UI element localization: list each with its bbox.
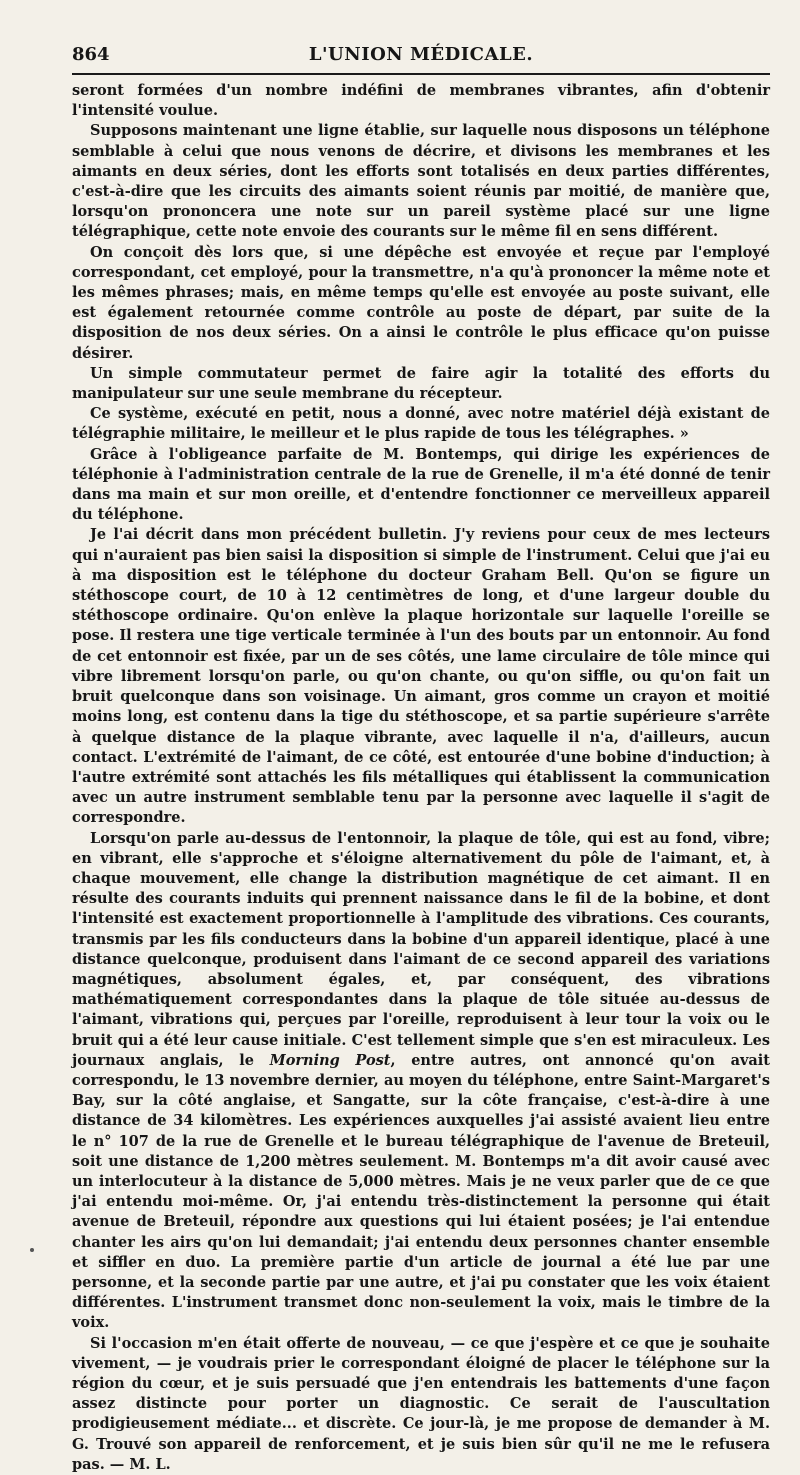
paragraph-3: On conçoit dès lors que, si une dépêche est envoyée et reçue par l'employé correspondant, cet employé, pour la transmettre, n'a qu'à prononcer la même note et les mêmes phrases; mais, en même temps qu'elle est envoyée au poste suivant, elle est également retournée comme contrôle au poste de départ, par suite de la disposition de nos deux séries. On a ainsi le contrôle le plus efficace qu'on puisse désirer. <box>72 243 770 362</box>
paragraph-8 <box>72 829 770 1334</box>
newspaper-title: Morning Post <box>269 1051 391 1069</box>
paragraph-4: Un simple commutateur permet de faire agir la totalité des efforts du manipulateur sur une seule membrane du récepteur. <box>72 364 770 403</box>
page-number: 864 <box>72 44 110 65</box>
ink-speck <box>30 1248 34 1252</box>
paragraph-6: Grâce à l'obligeance parfaite de M. Bontemps, qui dirige les expériences de téléphonie à l'administration centrale de la rue de Grenelle, il m'a été donné de tenir dans ma main et sur mon oreille, et d'entendre fonctionner ce merveilleux appareil du téléphone. <box>72 445 770 524</box>
paragraph-8-part-1: Lorsqu'on parle au-dessus de l'entonnoir, la plaque de tôle, qui est au fond, vibre; en vibrant, elle s'approche et s'éloigne alternativement du pôle de l'aimant, et, à chaque mouvement, elle change la distribution magnétique de cet aimant. Il en résulte des courants induits qui prennent naissance dans le fil de la bobine, et dont l'intensité est exactement proportionnelle à l'amplitude des vibrations. Ces courants, transmis par les fils conducteurs dans la bobine d'un appareil identique, placé à une distance quelconque, produisent dans l'aimant de ce second appareil des variations magnétiques, absolument égales, et, par conséquent, des vibrations mathématiquement correspondantes dans la plaque de tôle située au-dessus de l'aimant, vibrations qui, perçues par l'oreille, reproduisent à leur tour la voix ou le bruit qui a été leur cause initiale. C'est tellement simple que s'en est miraculeux. Les journaux anglais, le <box>72 829 770 1069</box>
paragraph-1: seront formées d'un nombre indéfini de membranes vibrantes, afin d'obtenir l'intensité voulue. <box>72 82 770 120</box>
running-title: L'UNION MÉDICALE. <box>308 44 534 65</box>
paragraph-2: Supposons maintenant une ligne établie, sur laquelle nous disposons un téléphone semblable à celui que nous venons de décrire, et divisons les membranes et les aimants en deux séries, dont les efforts sont totalisés en deux parties différentes, c'est-à-dire que les circuits des aimants soient réunis par moitié, de manière que, lorsqu'on prononcera une note sur un pareil système placé sur une ligne télégraphique, cette note envoie des courants sur le même fil en sens différent. <box>72 122 770 241</box>
page-header <box>72 44 770 75</box>
paragraph-7: Je l'ai décrit dans mon précédent bulletin. J'y reviens pour ceux de mes lecteurs qui n'auraient pas bien saisi la disposition si simple de l'instrument. Celui que j'ai eu à ma disposition est le téléphone du docteur Graham Bell. Qu'on se figure un stéthoscope court, de 10 à 12 centimètres de long, et d'une largeur double du stéthoscope ordinaire. Qu'on enlève la plaque horizontale sur laquelle l'oreille se pose. Il restera une tige verticale terminée à l'un des bouts par un entonnoir. Au fond de cet entonnoir est fixée, par un de ses côtés, une lame circulaire de tôle mince qui vibre librement lorsqu'on parle, ou qu'on chante, ou qu'on siffle, ou qu'on fait un bruit quelconque dans son voisinage. Un aimant, gros comme un crayon et moitié moins long, est contenu dans la tige du stéthoscope, et sa partie supérieure s'arrête à quelque distance de la plaque vibrante, avec laquelle il n'a, d'ailleurs, aucun contact. L'extrémité de l'aimant, de ce côté, est entourée d'une bobine d'induction; à l'autre extrémité sont attachés les fils métalliques qui établissent la communication avec un autre instrument semblable tenu par la personne avec laquelle il s'agit de correspondre. <box>72 526 770 827</box>
paragraph-9: Si l'occasion m'en était offerte de nouveau, — ce que j'espère et ce que je souhaite vivement, — je voudrais prier le correspondant éloigné de placer le téléphone sur la région du cœur, et je suis persuadé que j'en entendrais les battements d'une façon assez distincte pour porter un diagnostic. Ce serait de l'auscultation prodigieusement médiate... et discrète. Ce jour-là, je me propose de demander à M. G. Trouvé son appareil de renforcement, et je suis bien sûr qu'il ne me le refusera pas. — M. L. <box>72 1334 770 1473</box>
paragraph-5: Ce système, exécuté en petit, nous a donné, avec notre matériel déjà existant de télégraphie militaire, le meilleur et le plus rapide de tous les télégraphes. » <box>72 405 770 443</box>
paragraph-8-part-2: , entre autres, ont annoncé qu'on avait correspondu, le 13 novembre dernier, au moyen du téléphone, entre Saint-Margaret's Bay, sur la côté anglaise, et Sangatte, sur la côte française, c'est-à-dire à une distance de 34 kilomètres. Les expériences auxquelles j'ai assisté avaient lieu entre le n° 107 de la rue de Grenelle et le bureau télégraphique de l'avenue de Breteuil, soit une distance de 1,200 mètres seulement. M. Bontemps m'a dit avoir causé avec un interlocuteur à la distance de 5,000 mètres. Mais je ne veux parler que de ce que j'ai entendu moi-même. Or, j'ai entendu très-distinctement la personne qui était avenue de Breteuil, répondre aux questions qui lui étaient posées; je l'ai entendue chanter les airs qu'on lui demandait; j'ai entendu deux personnes chanter ensemble et siffler en duo. La première partie d'un article de journal a été lue par une personne, et la seconde partie par une autre, et j'ai pu constater que les voix étaient différentes. L'instrument transmet donc non-seulement la voix, mais le timbre de la voix. <box>72 1051 770 1332</box>
article-body <box>72 81 770 1475</box>
